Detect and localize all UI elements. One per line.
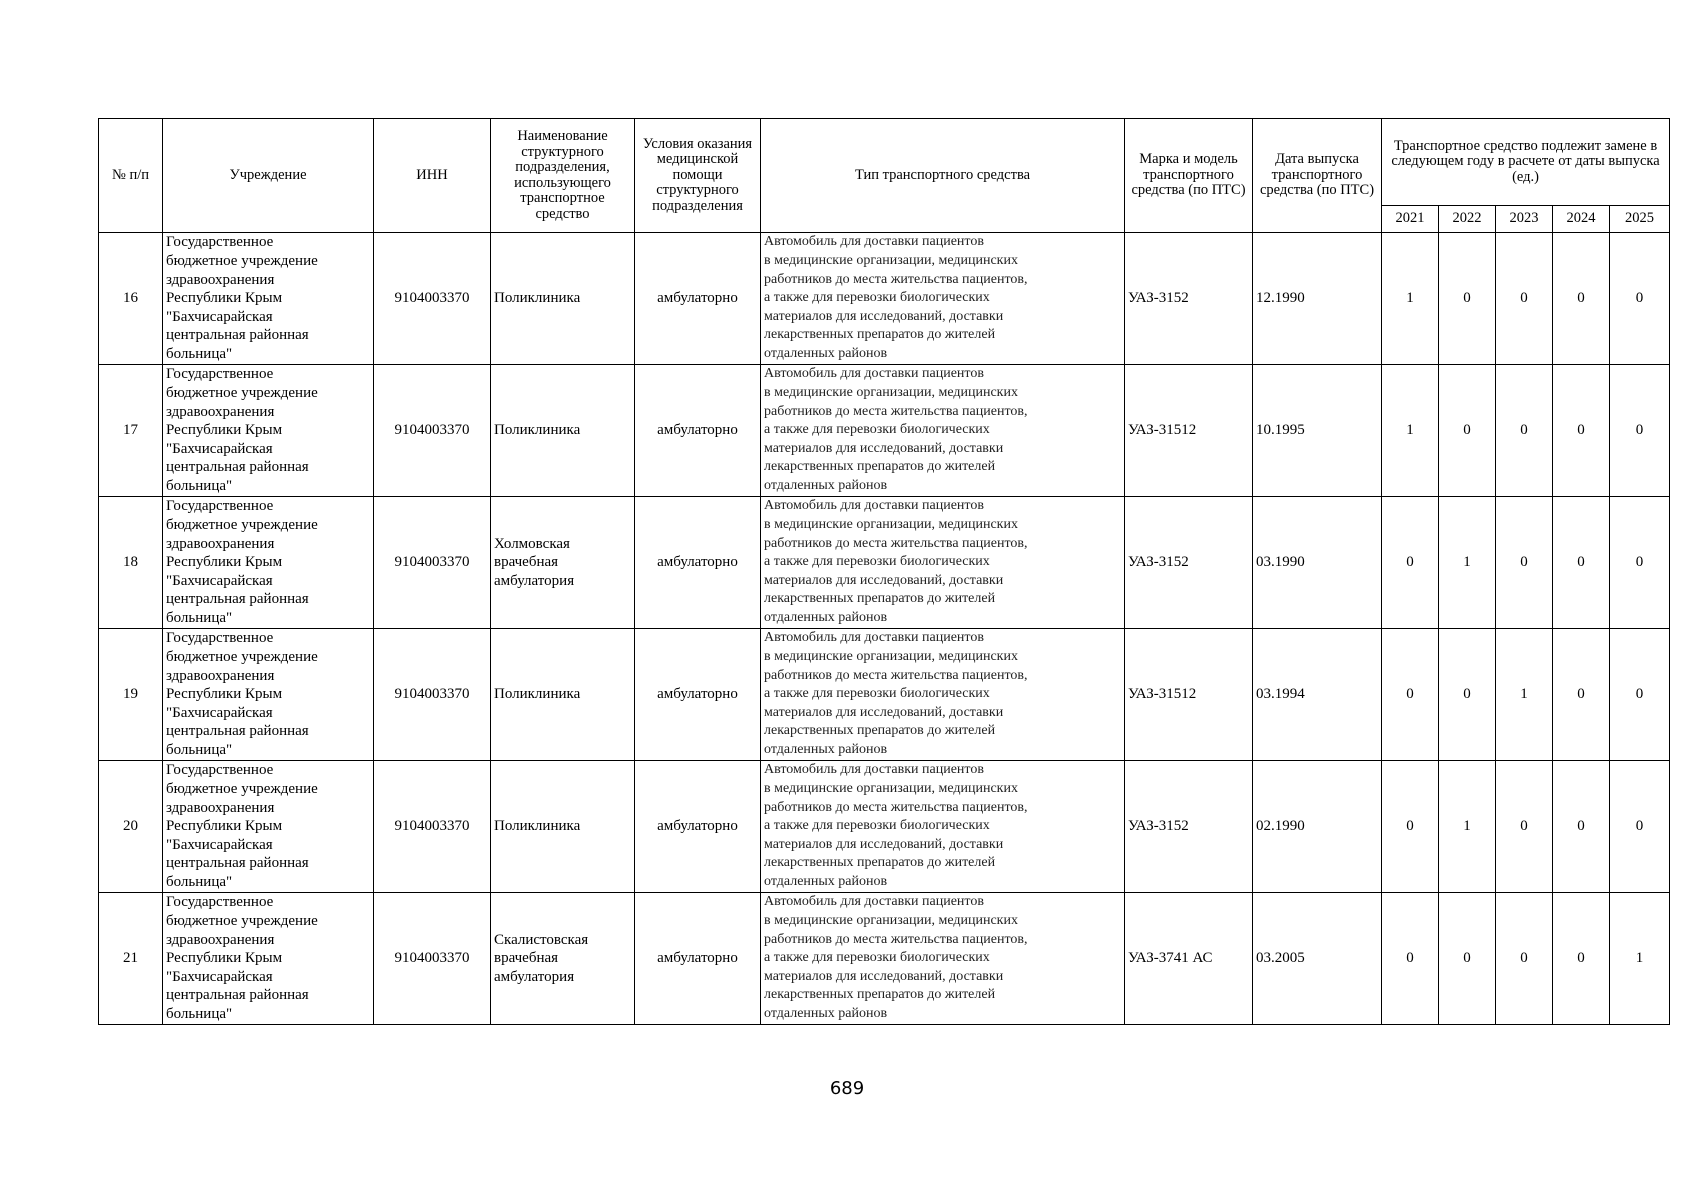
institution-cell: Государственное бюджетное учреждение здравоохранения Республики Крым "Бахчисарайская центральная районная больница" (163, 497, 374, 629)
year-value-cell: 0 (1610, 233, 1670, 365)
year-value-cell: 1 (1439, 497, 1496, 629)
year-value-cell: 0 (1439, 365, 1496, 497)
inn-cell: 9104003370 (374, 761, 491, 893)
release-date-cell: 02.1990 (1253, 761, 1382, 893)
conditions-cell: амбулаторно (635, 233, 761, 365)
year-value-cell: 0 (1496, 893, 1553, 1025)
release-date-cell: 03.1994 (1253, 629, 1382, 761)
row-number-cell: 18 (99, 497, 163, 629)
year-value-cell: 1 (1610, 893, 1670, 1025)
vehicle-type-cell: Автомобиль для доставки пациентов в медицинские организации, медицинских работников до места жительства пациентов, а также для перевозки биологических материалов для исследований, доставки лекарственных препаратов до жителей отдаленных районов (761, 365, 1125, 497)
inn-cell: 9104003370 (374, 233, 491, 365)
brand-cell: УАЗ-3152 (1125, 761, 1253, 893)
department-cell: Поликлиника (491, 761, 635, 893)
vehicle-replacement-table (98, 118, 1670, 1025)
header-conditions: Условия оказания медицинской помощи структурного подразделения (635, 119, 761, 233)
year-value-cell: 1 (1496, 629, 1553, 761)
institution-cell: Государственное бюджетное учреждение здравоохранения Республики Крым "Бахчисарайская центральная районная больница" (163, 893, 374, 1025)
table-row (99, 365, 1670, 497)
conditions-cell: амбулаторно (635, 497, 761, 629)
year-value-cell: 0 (1553, 893, 1610, 1025)
inn-cell: 9104003370 (374, 365, 491, 497)
institution-cell: Государственное бюджетное учреждение здравоохранения Республики Крым "Бахчисарайская центральная районная больница" (163, 365, 374, 497)
vehicle-type-cell: Автомобиль для доставки пациентов в медицинские организации, медицинских работников до места жительства пациентов, а также для перевозки биологических материалов для исследований, доставки лекарственных препаратов до жителей отдаленных районов (761, 497, 1125, 629)
table-row (99, 629, 1670, 761)
year-value-cell: 0 (1496, 365, 1553, 497)
row-number-cell: 19 (99, 629, 163, 761)
department-cell: Скалистовская врачебная амбулатория (491, 893, 635, 1025)
conditions-cell: амбулаторно (635, 365, 761, 497)
year-value-cell: 0 (1382, 893, 1439, 1025)
release-date-cell: 10.1995 (1253, 365, 1382, 497)
header-year: 2025 (1610, 206, 1670, 233)
year-value-cell: 0 (1553, 233, 1610, 365)
inn-cell: 9104003370 (374, 893, 491, 1025)
year-value-cell: 0 (1496, 761, 1553, 893)
year-value-cell: 0 (1382, 761, 1439, 893)
inn-cell: 9104003370 (374, 629, 491, 761)
brand-cell: УАЗ-3741 АС (1125, 893, 1253, 1025)
header-institution: Учреждение (163, 119, 374, 233)
institution-cell: Государственное бюджетное учреждение здравоохранения Республики Крым "Бахчисарайская центральная районная больница" (163, 629, 374, 761)
year-value-cell: 0 (1439, 233, 1496, 365)
header-year: 2021 (1382, 206, 1439, 233)
header-year: 2024 (1553, 206, 1610, 233)
header-release-date: Дата выпуска транспортного средства (по ПТС) (1253, 119, 1382, 233)
year-value-cell: 0 (1553, 497, 1610, 629)
department-cell: Поликлиника (491, 365, 635, 497)
year-value-cell: 0 (1610, 497, 1670, 629)
release-date-cell: 12.1990 (1253, 233, 1382, 365)
year-value-cell: 0 (1553, 365, 1610, 497)
row-number-cell: 17 (99, 365, 163, 497)
header-brand: Марка и модель транспортного средства (по ПТС) (1125, 119, 1253, 233)
header-inn: ИНН (374, 119, 491, 233)
department-cell: Холмовская врачебная амбулатория (491, 497, 635, 629)
brand-cell: УАЗ-3152 (1125, 497, 1253, 629)
release-date-cell: 03.1990 (1253, 497, 1382, 629)
year-value-cell: 0 (1496, 497, 1553, 629)
header-num: № п/п (99, 119, 163, 233)
institution-cell: Государственное бюджетное учреждение здравоохранения Республики Крым "Бахчисарайская центральная районная больница" (163, 761, 374, 893)
year-value-cell: 0 (1553, 629, 1610, 761)
table-body (99, 233, 1670, 1025)
year-value-cell: 1 (1439, 761, 1496, 893)
header-vehicle-type: Тип транспортного средства (761, 119, 1125, 233)
release-date-cell: 03.2005 (1253, 893, 1382, 1025)
row-number-cell: 21 (99, 893, 163, 1025)
year-value-cell: 1 (1382, 233, 1439, 365)
conditions-cell: амбулаторно (635, 893, 761, 1025)
year-value-cell: 0 (1610, 365, 1670, 497)
year-value-cell: 0 (1496, 233, 1553, 365)
brand-cell: УАЗ-31512 (1125, 365, 1253, 497)
table-row (99, 761, 1670, 893)
vehicle-type-cell: Автомобиль для доставки пациентов в медицинские организации, медицинских работников до места жительства пациентов, а также для перевозки биологических материалов для исследований, доставки лекарственных препаратов до жителей отдаленных районов (761, 761, 1125, 893)
vehicle-type-cell: Автомобиль для доставки пациентов в медицинские организации, медицинских работников до места жительства пациентов, а также для перевозки биологических материалов для исследований, доставки лекарственных препаратов до жителей отдаленных районов (761, 893, 1125, 1025)
table-row (99, 497, 1670, 629)
year-value-cell: 0 (1553, 761, 1610, 893)
page-number: 689 (829, 1078, 865, 1099)
header-department: Наименование структурного подразделения, использующего транспортное средство (491, 119, 635, 233)
year-value-cell: 1 (1382, 365, 1439, 497)
year-value-cell: 0 (1439, 629, 1496, 761)
year-value-cell: 0 (1439, 893, 1496, 1025)
vehicle-type-cell: Автомобиль для доставки пациентов в медицинские организации, медицинских работников до места жительства пациентов, а также для перевозки биологических материалов для исследований, доставки лекарственных препаратов до жителей отдаленных районов (761, 629, 1125, 761)
inn-cell: 9104003370 (374, 497, 491, 629)
year-value-cell: 0 (1382, 629, 1439, 761)
header-replacement: Транспортное средство подлежит замене в следующем году в расчете от даты выпуска (ед.) (1382, 119, 1670, 206)
year-value-cell: 0 (1382, 497, 1439, 629)
year-value-cell: 0 (1610, 761, 1670, 893)
conditions-cell: амбулаторно (635, 629, 761, 761)
year-value-cell: 0 (1610, 629, 1670, 761)
brand-cell: УАЗ-31512 (1125, 629, 1253, 761)
brand-cell: УАЗ-3152 (1125, 233, 1253, 365)
header-year: 2022 (1439, 206, 1496, 233)
table-row (99, 233, 1670, 365)
institution-cell: Государственное бюджетное учреждение здравоохранения Республики Крым "Бахчисарайская центральная районная больница" (163, 233, 374, 365)
header-year: 2023 (1496, 206, 1553, 233)
row-number-cell: 16 (99, 233, 163, 365)
department-cell: Поликлиника (491, 233, 635, 365)
row-number-cell: 20 (99, 761, 163, 893)
vehicle-type-cell: Автомобиль для доставки пациентов в медицинские организации, медицинских работников до места жительства пациентов, а также для перевозки биологических материалов для исследований, доставки лекарственных препаратов до жителей отдаленных районов (761, 233, 1125, 365)
conditions-cell: амбулаторно (635, 761, 761, 893)
table-row (99, 893, 1670, 1025)
department-cell: Поликлиника (491, 629, 635, 761)
